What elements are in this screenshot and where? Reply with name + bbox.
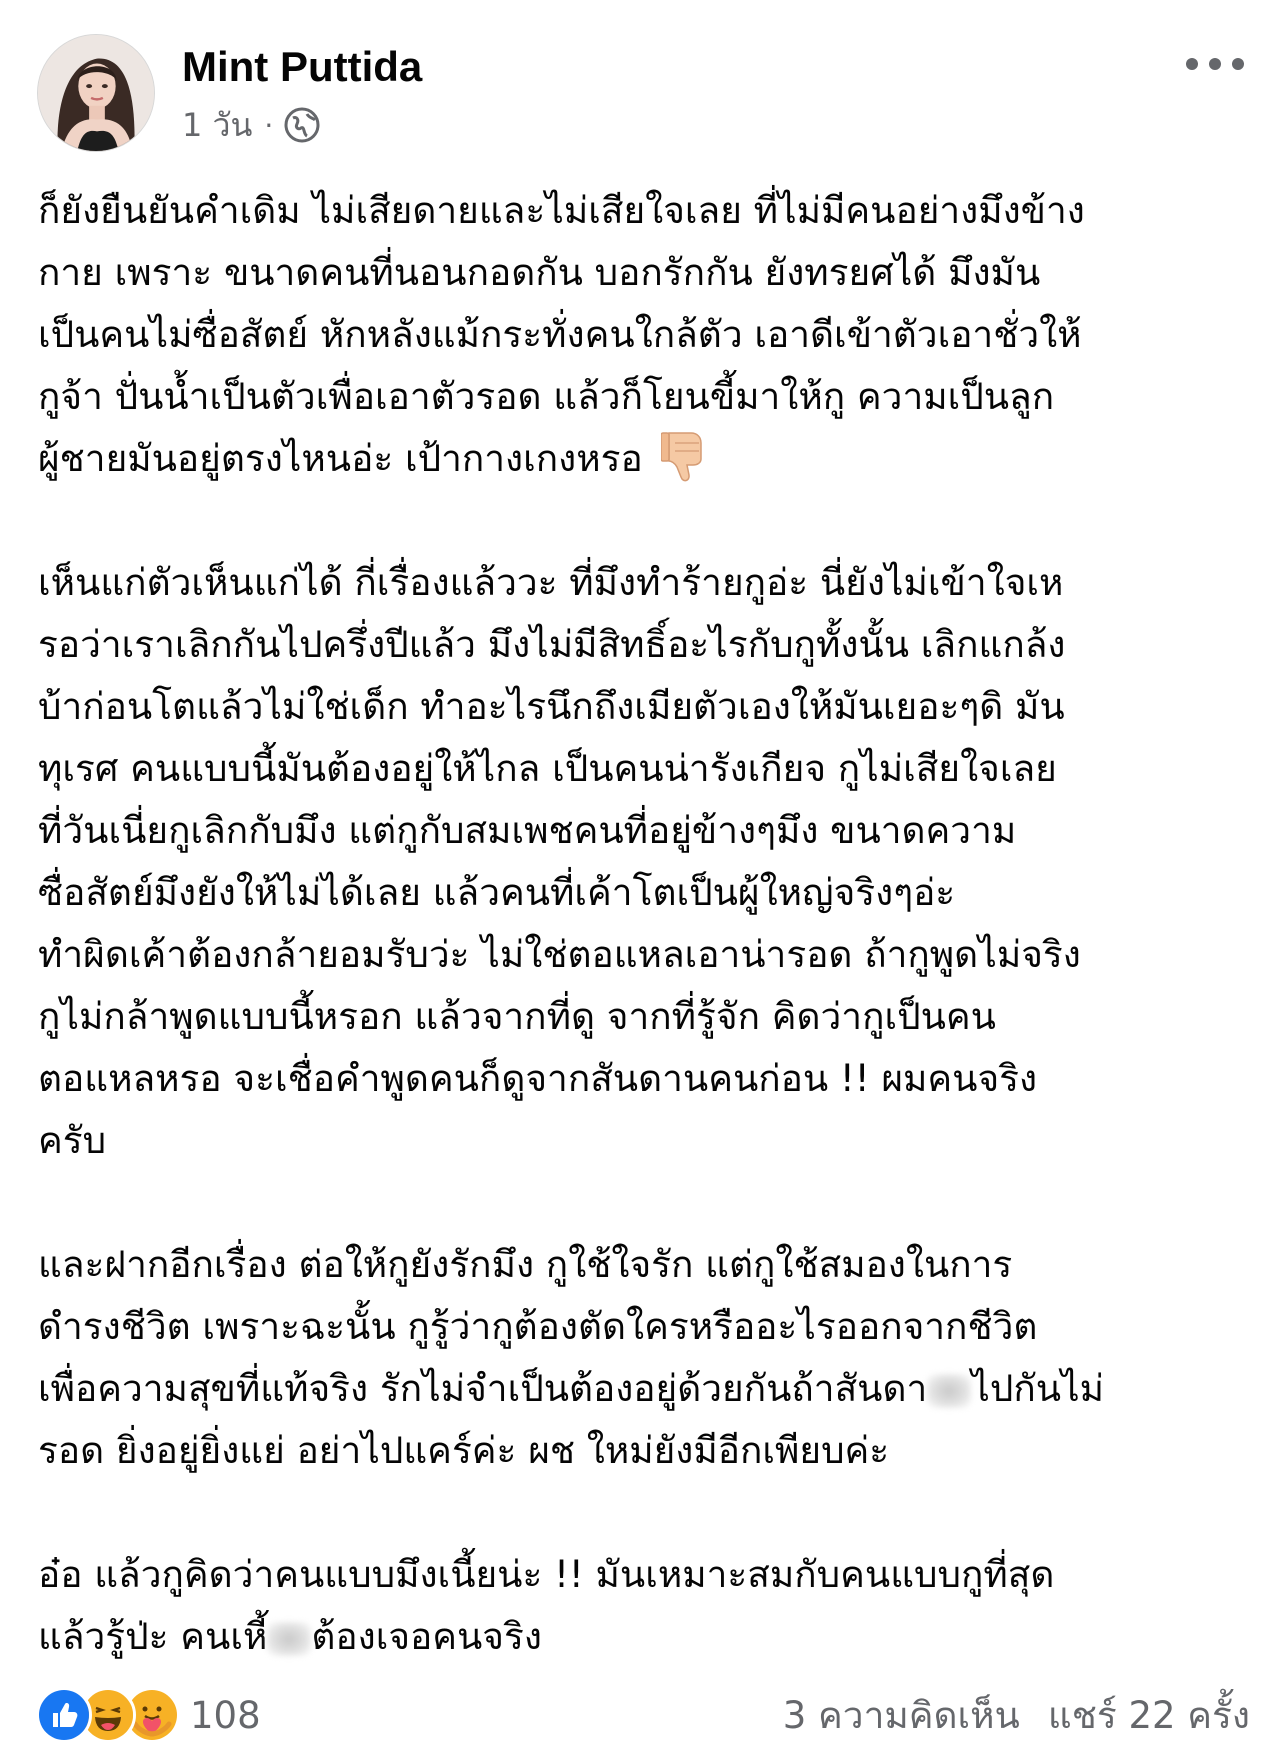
text-line: ดำรงชีวิต เพราะฉะนั้น กูรู้ว่ากูต้องตัดใครหรืออะไรออกจากชีวิต: [38, 1305, 1038, 1348]
reactions-summary[interactable]: [36, 1688, 261, 1742]
text-line: ทำผิดเค้าต้องกล้ายอมรับว่ะ ไม่ใช่ตอแหลเอาน่ารอด ถ้ากูพูดไม่จริง: [38, 933, 1081, 976]
text-line: ทุเรศ คนแบบนี้มันต้องอยู่ให้ไกล เป็นคนน่ารังเกียจ กูไม่เสียใจเลย: [38, 747, 1057, 790]
text-line-tail: ต้องเจอคนจริง: [311, 1615, 542, 1658]
post-text: [38, 180, 1253, 1668]
text-line: ครับ: [38, 1119, 107, 1162]
post-stats: [783, 1688, 1250, 1742]
text-line: เพื่อความสุขที่แท้จริง รักไม่จำเป็นต้องอยู่ด้วยกันถ้าสันดา: [38, 1367, 928, 1410]
text-line: เห็นแก่ตัวเห็นแก่ได้ กี่เรื่องแล้ววะ ที่มึงทำร้ายกูอ่ะ นี่ยังไม่เข้าใจเห: [38, 561, 1064, 604]
shares-count-link[interactable]: แชร์ 22 ครั้ง: [1047, 1693, 1250, 1737]
paragraph-gap: [38, 1482, 1253, 1544]
text-line: แล้วรู้ป่ะ คนเหี้: [38, 1615, 268, 1658]
text-line: อ๋อ แล้วกูคิดว่าคนแบบมึงเนี้ยน่ะ !! มันเหมาะสมกับคนแบบกูที่สุด: [38, 1553, 1055, 1596]
meta-separator: ·: [264, 108, 274, 142]
like-icon: [36, 1687, 92, 1743]
text-line: กูจ้า ปั่นน้ำเป็นตัวเพื่อเอาตัวรอด แล้วก็โยนขี้มาให้กู ความเป็นลูก: [38, 375, 1055, 418]
post-time[interactable]: 1 วัน: [182, 105, 253, 144]
avatar-photo: [38, 35, 154, 151]
text-line: บ้าก่อนโตแล้วไม่ใช่เด็ก ทำอะไรนึกถึงเมียตัวเองให้มันเยอะๆดิ มัน: [38, 685, 1065, 728]
text-line-redacted: [38, 1358, 1253, 1420]
avatar[interactable]: [37, 34, 155, 152]
thumbs-down-icon: [661, 429, 709, 485]
text-line: ก็ยังยืนยันคำเดิม ไม่เสียดายและไม่เสียใจเลย ที่ไม่มีคนอย่างมึงข้าง: [38, 189, 1085, 232]
paragraph-4: [38, 1544, 1253, 1668]
text-line-tail: ไปกันไม่: [971, 1367, 1105, 1410]
text-line: ซื่อสัตย์มึงยังให้ไม่ได้เลย แล้วคนที่เค้าโตเป็นผู้ใหญ่จริงๆอ่ะ: [38, 871, 956, 914]
text-line-with-emoji: [38, 428, 1253, 490]
text-line: กาย เพราะ ขนาดคนที่นอนกอดกัน บอกรักกัน ยังทรยศได้ มึงมัน: [38, 251, 1041, 294]
text-line: รอด ยิ่งอยู่ยิ่งแย่ อย่าไปแคร์ค่ะ ผช ใหม่ยังมีอีกเพียบค่ะ: [38, 1429, 890, 1472]
text-line: เป็นคนไม่ซื่อสัตย์ หักหลังแม้กระทั่งคนใกล้ตัว เอาดีเข้าตัวเอาชั่วให้: [38, 313, 1082, 356]
paragraph-2: [38, 552, 1253, 1172]
more-dot: [1186, 58, 1198, 70]
text-line-redacted: [38, 1606, 1253, 1668]
more-dot: [1232, 58, 1244, 70]
more-dot: [1209, 58, 1221, 70]
text-line: รอว่าเราเลิกกันไปครึ่งปีแล้ว มึงไม่มีสิทธิ์อะไรกับกูทั้งนั้น เลิกแกล้ง: [38, 623, 1066, 666]
author-name[interactable]: Mint Puttida: [182, 43, 423, 90]
reaction-icons: [36, 1687, 168, 1743]
text-line: ผู้ชายมันอยู่ตรงไหนอ่ะ เป้ากางเกงหรอ: [38, 437, 643, 480]
comments-count-link[interactable]: 3 ความคิดเห็น: [782, 1693, 1020, 1737]
blurred-text: [267, 1622, 311, 1656]
more-options-button[interactable]: [1186, 46, 1244, 82]
paragraph-1: [38, 180, 1253, 490]
text-line: ตอแหลหรอ จะเชื่อคำพูดคนก็ดูจากสันดานคนก่อน !! ผมคนจริง: [38, 1057, 1038, 1100]
paragraph-3: [38, 1234, 1253, 1482]
globe-icon[interactable]: [283, 106, 321, 144]
text-line: ที่วันเนี่ยกูเลิกกับมึง แต่กูกับสมเพชคนที่อยู่ข้างๆมึง ขนาดความ: [38, 809, 1017, 852]
paragraph-gap: [38, 490, 1253, 552]
post-meta: [182, 102, 321, 148]
reaction-count: 108: [190, 1693, 261, 1737]
paragraph-gap: [38, 1172, 1253, 1234]
blurred-text: [927, 1374, 971, 1408]
text-line: กูไม่กล้าพูดแบบนี้หรอก แล้วจากที่ดู จากที่รู้จัก คิดว่ากูเป็นคน: [38, 995, 996, 1038]
text-line: และฝากอีกเรื่อง ต่อให้กูยังรักมึง กูใช้ใจรัก แต่กูใช้สมองในการ: [38, 1243, 1013, 1286]
